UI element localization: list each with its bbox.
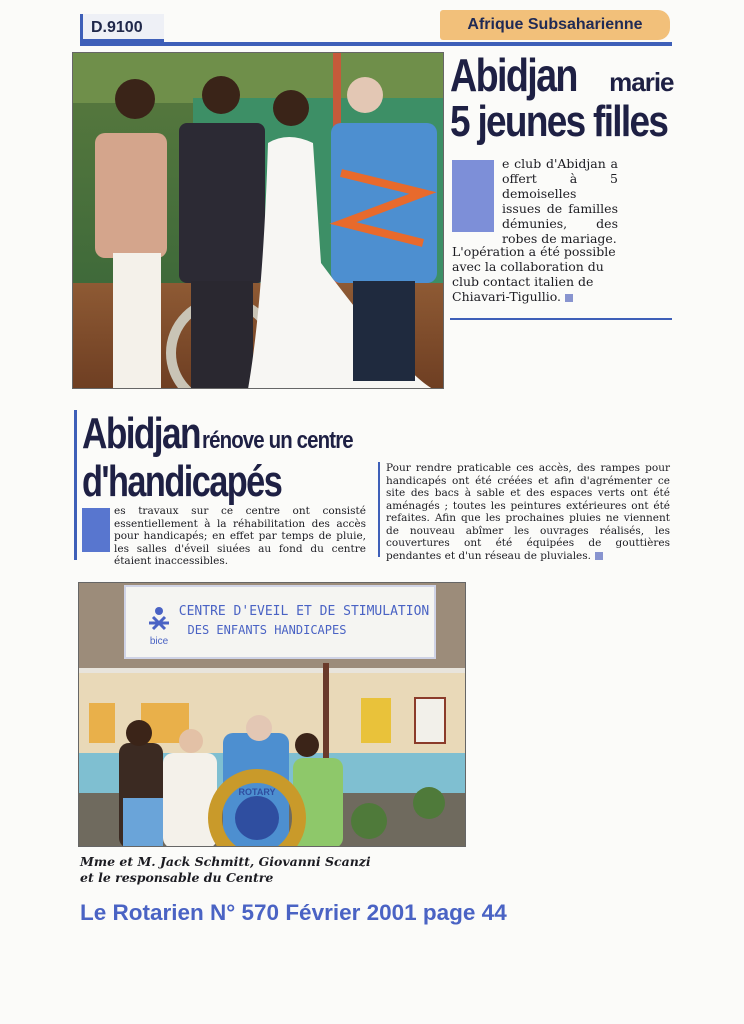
rotary-emblem-text: ROTARY — [238, 787, 276, 797]
article1-dropcap-letter — [452, 152, 502, 234]
article1-paragraph2-text: L'opération a été possible avec la collaboration du club contact italien de Chiavari-Tigullio. — [452, 244, 616, 304]
sign-line2: DES ENFANTS HANDICAPES — [187, 623, 347, 637]
article1-paragraph2 — [452, 244, 622, 304]
article2-paragraph1: es travaux sur ce centre ont consisté essentiellement à la réhabilitation des accès pour handicapés; en effet par temps de pluie, les salles d'éveil siuées au fond du centre étaient inaccessibles. — [114, 505, 366, 567]
article1-dropcap — [452, 160, 494, 232]
issue-code: D.9100 — [91, 19, 143, 36]
article2-headline-line2: d'handicapés — [82, 457, 282, 506]
sign-line1: CENTRE D'EVEIL ET DE STIMULATION — [178, 604, 430, 619]
caption-line1: Mme et M. Jack Schmitt, Giovanni Scanzi — [80, 854, 371, 869]
article2-side-bar — [74, 410, 77, 560]
sign-logo-text: bice — [149, 636, 169, 647]
article1-paragraph1: e club d'Abidjan a offert à 5 demoiselles issues de familles démunies, des robes de mariage. — [502, 156, 618, 246]
article2-column-rule — [378, 462, 380, 557]
article2-paragraph2 — [386, 462, 670, 562]
wedding-photo — [72, 52, 444, 389]
article1-bottom-rule — [450, 318, 672, 320]
article2-headline-main: Abidjan — [82, 409, 200, 458]
header-rule — [80, 42, 672, 46]
end-mark-icon — [565, 294, 573, 302]
article1-headline — [450, 49, 675, 146]
article2-paragraph2-text: Pour rendre praticable ces accès, des rampes pour handicapés ont été créées et afin d'agrémenter ce site des bacs à sable et des espaces verts ont été aménagés ; toutes les peintures extérieures ont été refaites. Afin que les prochaines pluies ne viennent de nouveau abîmer les ouvrages réalisés, les couvertures ont été équipées de gouttières pendantes et d'un réseau de pluviales. — [386, 462, 670, 562]
article1-headline-verb: marie — [609, 67, 674, 97]
end-mark-icon — [595, 552, 603, 560]
article1-headline-main: Abidjan — [450, 49, 577, 101]
article2-headline-rest: rénove un centre — [201, 427, 353, 454]
region-label: Afrique Subsaharienne — [467, 16, 643, 33]
caption-line2: et le responsable du Centre — [80, 870, 274, 885]
article2-headline — [82, 409, 382, 506]
article1-headline-line2: 5 jeunes filles — [450, 97, 668, 146]
publication-footer: Le Rotarien N° 570 Février 2001 page 44 — [80, 900, 507, 925]
region-tag — [440, 10, 670, 40]
centre-photo — [78, 582, 466, 847]
article2-dropcap — [82, 508, 110, 552]
photo-caption — [80, 854, 380, 886]
issue-code-box — [80, 14, 164, 42]
